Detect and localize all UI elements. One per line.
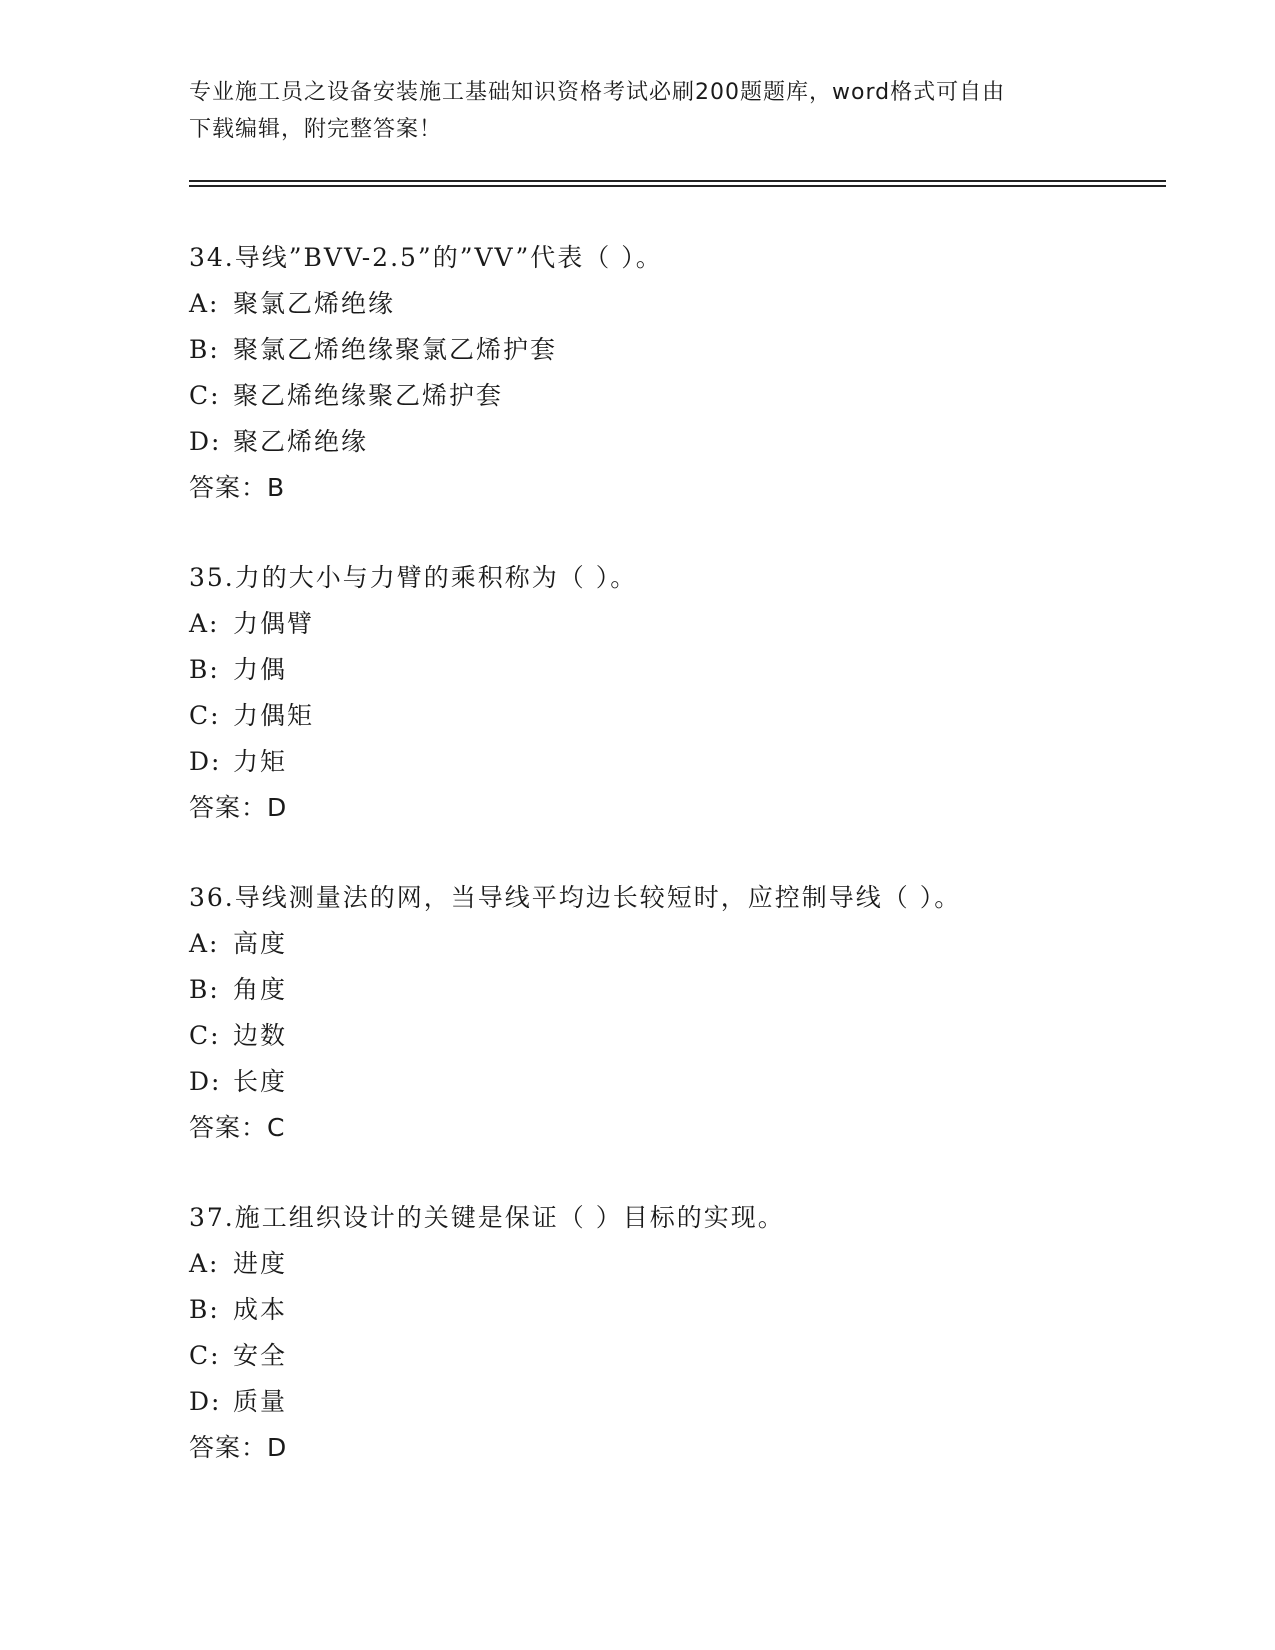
option-text: 质量: [233, 1387, 288, 1416]
option-text: 聚氯乙烯绝缘聚氯乙烯护套: [233, 335, 558, 364]
option-key: C:: [189, 381, 221, 410]
option-text: 进度: [233, 1249, 288, 1278]
option-key: A:: [189, 929, 220, 958]
option-b: [189, 967, 1169, 1013]
option-key: D:: [189, 1387, 222, 1416]
header-line-2: 下载编辑，附完整答案！: [189, 117, 443, 142]
option-text: 高度: [233, 929, 288, 958]
option-text: 聚乙烯绝缘: [233, 427, 369, 456]
option-key: B:: [189, 1295, 220, 1324]
option-key: A:: [189, 1249, 220, 1278]
option-b: [189, 647, 1169, 693]
answer: 答案：D: [189, 793, 288, 822]
option-text: 力矩: [233, 747, 288, 776]
option-key: D:: [189, 427, 222, 456]
answer: 答案：D: [189, 1433, 288, 1462]
option-c: [189, 1333, 1169, 1379]
document-header: [189, 74, 1089, 148]
option-text: 聚氯乙烯绝缘: [233, 289, 396, 318]
option-key: B:: [189, 655, 220, 684]
question-36: [189, 875, 1169, 1151]
option-c: [189, 373, 1169, 419]
option-key: D:: [189, 1067, 222, 1096]
option-key: C:: [189, 1341, 221, 1370]
header-line-1: 专业施工员之设备安装施工基础知识资格考试必刷200题题库，word格式可自由: [189, 80, 1006, 105]
question-35: [189, 555, 1169, 831]
answer: 答案：B: [189, 473, 286, 502]
option-key: B:: [189, 975, 220, 1004]
option-a: [189, 281, 1169, 327]
option-key: B:: [189, 335, 220, 364]
header-divider-bottom: [189, 185, 1166, 187]
question-stem: 35.力的大小与力臂的乘积称为（ ）。: [189, 563, 638, 592]
option-text: 边数: [233, 1021, 288, 1050]
option-a: [189, 921, 1169, 967]
option-text: 力偶矩: [233, 701, 315, 730]
option-key: A:: [189, 289, 220, 318]
question-list: [189, 235, 1169, 1515]
option-c: [189, 1013, 1169, 1059]
option-text: 力偶: [233, 655, 288, 684]
question-stem: 36.导线测量法的网，当导线平均边长较短时，应控制导线（ ）。: [189, 883, 962, 912]
question-37: [189, 1195, 1169, 1471]
option-text: 聚乙烯绝缘聚乙烯护套: [233, 381, 504, 410]
question-stem: 37.施工组织设计的关键是保证（ ）目标的实现。: [189, 1203, 785, 1232]
option-key: C:: [189, 1021, 221, 1050]
option-c: [189, 693, 1169, 739]
option-key: C:: [189, 701, 221, 730]
option-text: 长度: [233, 1067, 288, 1096]
question-34: [189, 235, 1169, 511]
option-key: A:: [189, 609, 220, 638]
option-a: [189, 1241, 1169, 1287]
option-d: [189, 739, 1169, 785]
option-d: [189, 1059, 1169, 1105]
option-d: [189, 419, 1169, 465]
option-b: [189, 1287, 1169, 1333]
option-b: [189, 327, 1169, 373]
question-stem: 34.导线”BVV-2.5”的”VV”代表（ ）。: [189, 243, 663, 272]
option-text: 力偶臂: [233, 609, 315, 638]
option-text: 成本: [233, 1295, 288, 1324]
header-divider-top: [189, 180, 1166, 182]
option-key: D:: [189, 747, 222, 776]
option-d: [189, 1379, 1169, 1425]
option-a: [189, 601, 1169, 647]
option-text: 安全: [233, 1341, 288, 1370]
option-text: 角度: [233, 975, 288, 1004]
answer: 答案：C: [189, 1113, 286, 1142]
